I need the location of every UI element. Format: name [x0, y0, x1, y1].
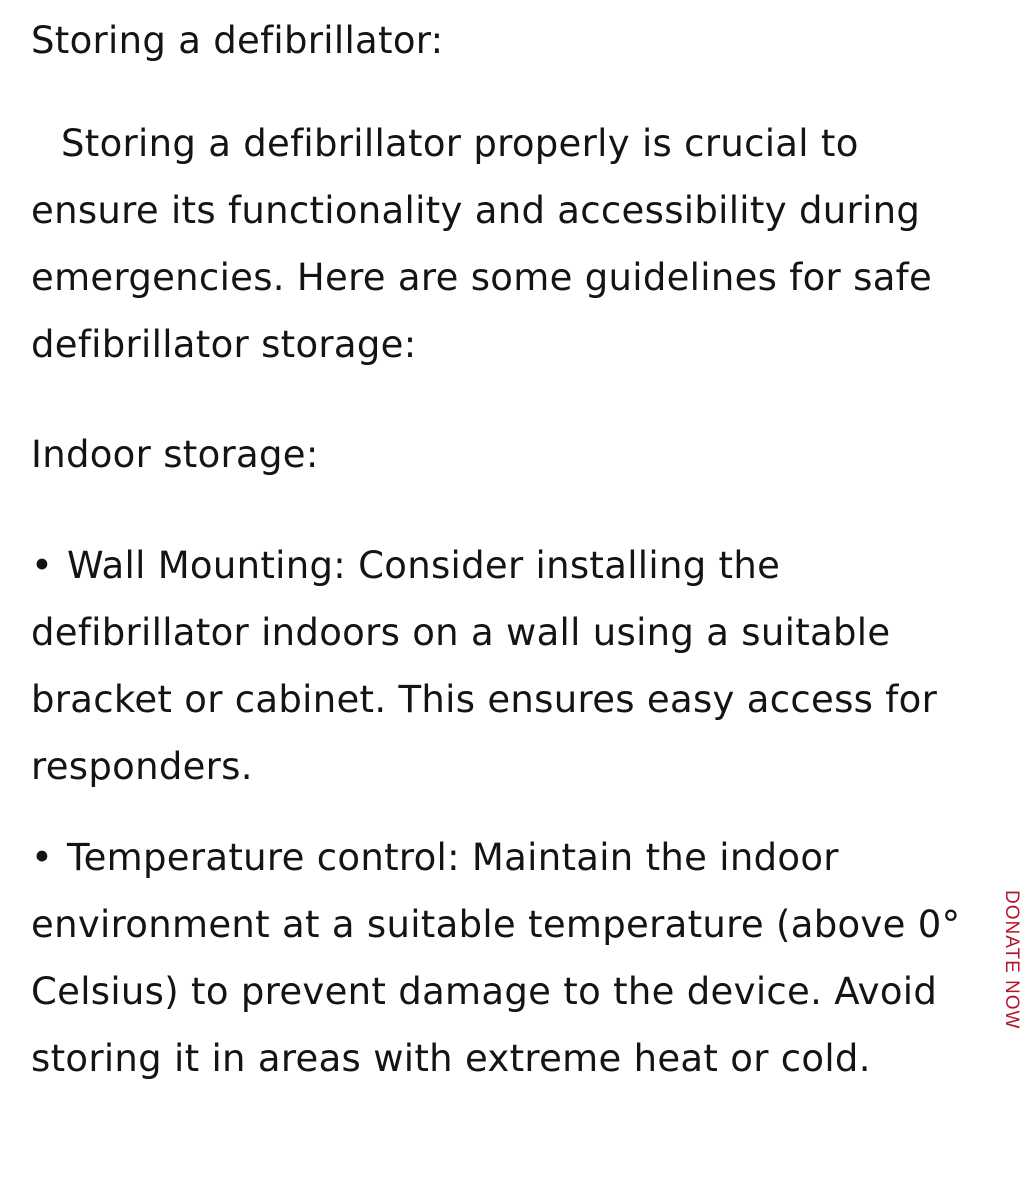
list-item — [31, 824, 993, 1092]
donate-now-button[interactable]: DONATE NOW — [1001, 890, 1022, 1030]
article-heading: Storing a defibrillator: — [31, 19, 444, 62]
bullet-icon: • — [31, 836, 54, 879]
list-item — [31, 532, 993, 800]
section-heading-indoor-storage: Indoor storage: — [31, 433, 319, 476]
list-item-text: Temperature control: Maintain the indoor environment at a suitable temperature (above 0° Celsius) to prevent damage to the device. Avoid storing it in areas with extreme heat or cold. — [31, 836, 961, 1080]
list-item-text: Wall Mounting: Consider installing the defibrillator indoors on a wall using a suitable bracket or cabinet. This ensures easy access for responders. — [31, 544, 938, 788]
article-intro: Storing a defibrillator properly is crucial to ensure its functionality and accessibility during emergencies. Here are some guidelines for safe defibrillator storage: — [31, 122, 933, 366]
storage-guidelines-list — [31, 532, 993, 1092]
bullet-icon: • — [31, 544, 54, 587]
article-content — [31, 8, 993, 1092]
